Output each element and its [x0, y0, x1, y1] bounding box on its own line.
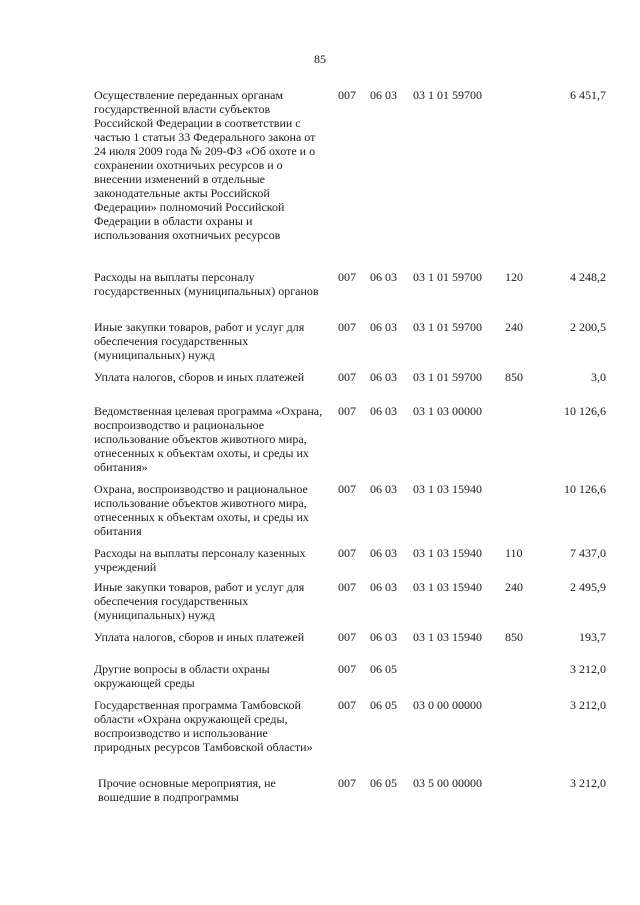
row-csr: 03 5 00 00000 — [413, 776, 482, 790]
row-name: Иные закупки товаров, работ и услуг для обеспечения государственных (муниципальных) нужд — [94, 580, 305, 622]
row-csr: 03 1 01 59700 — [413, 88, 482, 102]
row-name: Уплата налогов, сборов и иных платежей — [94, 630, 305, 644]
row-name: Прочие основные мероприятия, не вошедшие в подпрограммы — [98, 776, 276, 804]
row-csr: 03 1 03 00000 — [413, 404, 482, 418]
row-amount: 3 212,0 — [570, 698, 606, 712]
row-name: Расходы на выплаты персоналу государственных (муниципальных) органов — [94, 270, 319, 298]
row-amount: 4 248,2 — [570, 270, 606, 284]
row-amount: 10 126,6 — [564, 404, 606, 418]
row-csr: 03 1 01 59700 — [413, 320, 482, 334]
row-amount: 2 200,5 — [570, 320, 606, 334]
row-ved: 007 — [338, 370, 356, 384]
row-amount: 3,0 — [591, 370, 606, 384]
row-ved: 007 — [338, 320, 356, 334]
row-ved: 007 — [338, 698, 356, 712]
row-ved: 007 — [338, 776, 356, 790]
row-vr: 110 — [505, 546, 523, 560]
row-rzpr: 06 03 — [370, 270, 397, 284]
row-name: Ведомственная целевая программа «Охрана, воспроизводство и рациональное использование объектов животного мира, отнесенных к объектам охоты, и среды их обитания» — [94, 404, 323, 474]
row-rzpr: 06 05 — [370, 698, 397, 712]
row-ved: 007 — [338, 482, 356, 496]
row-csr: 03 1 03 15940 — [413, 630, 482, 644]
row-rzpr: 06 03 — [370, 580, 397, 594]
row-ved: 007 — [338, 662, 356, 676]
row-name: Осуществление переданных органам государственной власти субъектов Российской Федерации в соответствии с частью 1 статьи 33 Федерального закона от 24 июля 2009 года № 209-ФЗ «Об охоте и о сохранении охотничьих ресурсов и о внесении изменений в отдельные законодательные акты Российской Федерации» полномочий Российской Федерации в области охраны и использования охотничьих ресурсов — [94, 88, 316, 242]
row-rzpr: 06 03 — [370, 482, 397, 496]
row-name: Другие вопросы в области охраны окружающей среды — [94, 662, 270, 690]
row-csr: 03 1 03 15940 — [413, 546, 482, 560]
row-csr: 03 0 00 00000 — [413, 698, 482, 712]
row-rzpr: 06 03 — [370, 320, 397, 334]
row-rzpr: 06 03 — [370, 630, 397, 644]
row-vr: 850 — [505, 370, 523, 384]
row-rzpr: 06 03 — [370, 546, 397, 560]
row-ved: 007 — [338, 580, 356, 594]
row-name: Охрана, воспроизводство и рациональное использование объектов животного мира, отнесенных к объектам охоты, и среды их обитания — [94, 482, 309, 538]
row-amount: 193,7 — [579, 630, 606, 644]
row-amount: 3 212,0 — [570, 776, 606, 790]
row-vr: 240 — [505, 580, 523, 594]
row-name: Расходы на выплаты персоналу казенных учреждений — [94, 546, 306, 574]
row-name: Государственная программа Тамбовской области «Охрана окружающей среды, воспроизводство и использование природных ресурсов Тамбовской области» — [94, 698, 313, 754]
row-csr: 03 1 01 59700 — [413, 370, 482, 384]
row-ved: 007 — [338, 630, 356, 644]
row-vr: 120 — [505, 270, 523, 284]
row-rzpr: 06 05 — [370, 776, 397, 790]
row-rzpr: 06 03 — [370, 88, 397, 102]
row-amount: 6 451,7 — [570, 88, 606, 102]
row-ved: 007 — [338, 404, 356, 418]
row-rzpr: 06 05 — [370, 662, 397, 676]
row-name: Иные закупки товаров, работ и услуг для обеспечения государственных (муниципальных) нужд — [94, 320, 305, 362]
row-csr: 03 1 03 15940 — [413, 482, 482, 496]
row-amount: 7 437,0 — [570, 546, 606, 560]
row-ved: 007 — [338, 270, 356, 284]
row-amount: 2 495,9 — [570, 580, 606, 594]
row-ved: 007 — [338, 88, 356, 102]
page-number: 85 — [314, 52, 326, 66]
row-rzpr: 06 03 — [370, 404, 397, 418]
row-name: Уплата налогов, сборов и иных платежей — [94, 370, 305, 384]
row-csr: 03 1 03 15940 — [413, 580, 482, 594]
row-csr: 03 1 01 59700 — [413, 270, 482, 284]
row-rzpr: 06 03 — [370, 370, 397, 384]
row-amount: 10 126,6 — [564, 482, 606, 496]
row-amount: 3 212,0 — [570, 662, 606, 676]
row-ved: 007 — [338, 546, 356, 560]
row-vr: 850 — [505, 630, 523, 644]
row-vr: 240 — [505, 320, 523, 334]
